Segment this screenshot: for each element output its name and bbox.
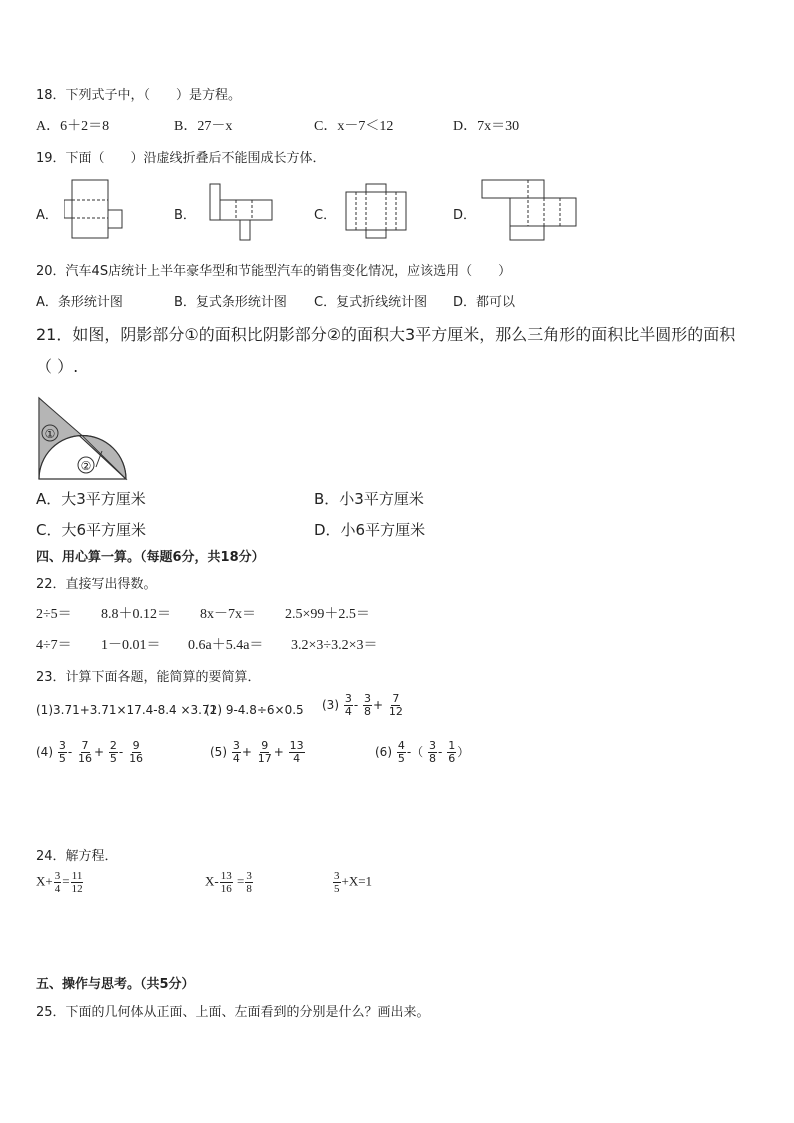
fraction: $\frac{3}{5}$ bbox=[58, 739, 66, 765]
q22-r1-c4: 2.5×99＋2.5＝ bbox=[285, 607, 370, 622]
q23-item-3: (3) $\frac{3}{4}$ - $\frac{3}{8}$ + $\frac{7}{12}$ bbox=[322, 692, 403, 718]
fraction: $\frac{13}{4}$ bbox=[289, 739, 304, 765]
q23-item-4: (4) $\frac{3}{5}$ - $\frac{7}{16}$ + $\frac{2}{5}$ - $\frac{9}{16}$ bbox=[36, 739, 144, 765]
q23-item-1: (1)3.71+3.71×17.4-8.4 ×3.71 bbox=[36, 703, 218, 717]
q21-stem-line2: （ ）. bbox=[36, 357, 79, 376]
fraction: $\frac{3}{5}$ bbox=[334, 870, 340, 895]
q23-item-6: (6) $\frac{4}{5}$ -（ $\frac{3}{8}$ - $\frac{1}{6}$ ） bbox=[375, 739, 470, 765]
q23-item-4-label: (4) bbox=[36, 745, 53, 759]
q23-stem: 23．计算下面各题，能简算的要简算． bbox=[36, 670, 261, 685]
fraction: $\frac{7}{16}$ bbox=[78, 739, 92, 765]
fraction: $\frac{11}{12}$ bbox=[71, 870, 83, 895]
q21-option-d: D．小6平方厘米 bbox=[314, 521, 426, 539]
fraction: $\frac{3}{4}$ bbox=[344, 692, 352, 718]
region-label-2: ② bbox=[80, 459, 92, 473]
section-4-title: 四、用心算一算。（每题6分，共18分） bbox=[36, 550, 265, 565]
fraction: $\frac{13}{16}$ bbox=[220, 870, 232, 895]
net-a-figure bbox=[64, 178, 124, 242]
q22-r2-c4: 3.2×3÷3.2×3＝ bbox=[291, 638, 378, 653]
region-label-1: ① bbox=[44, 427, 56, 441]
net-d-figure bbox=[480, 178, 580, 242]
q18-option-c: C．x－7＜12 bbox=[314, 119, 394, 134]
q20-option-c: C．复式折线统计图 bbox=[314, 295, 428, 310]
q22-r1-c3: 8x－7x＝ bbox=[200, 607, 256, 622]
fraction: $\frac{3}{8}$ bbox=[429, 739, 437, 765]
q22-r2-c1: 4÷7＝ bbox=[36, 638, 72, 653]
q24-equation-3: $\frac{3}{5}$ +X=1 bbox=[334, 870, 373, 895]
q22-r1-c1: 2÷5＝ bbox=[36, 607, 72, 622]
q19-label-b: B． bbox=[174, 208, 196, 223]
q24-equation-1: X+ $\frac{3}{4}$ = $\frac{11}{12}$ bbox=[36, 870, 83, 895]
q23-item-5: (5) $\frac{3}{4}$ + $\frac{9}{17}$ + $\frac{13}{4}$ bbox=[210, 739, 304, 765]
q20-option-d: D．都可以 bbox=[453, 295, 516, 310]
q21-option-b: B．小3平方厘米 bbox=[314, 490, 424, 508]
q18-option-b: B．27－x bbox=[174, 119, 233, 134]
q18-stem: 18．下列式子中，（ ）是方程。 bbox=[36, 88, 242, 103]
q22-r2-c2: 1－0.01＝ bbox=[101, 638, 161, 653]
q19-label-d: D． bbox=[453, 208, 477, 223]
q22-r1-c2: 8.8＋0.12＝ bbox=[101, 607, 171, 622]
fraction: $\frac{2}{5}$ bbox=[109, 739, 117, 765]
q23-item-2: (2) 9-4.8÷6×0.5 bbox=[205, 703, 304, 717]
q19-label-c: C． bbox=[314, 208, 337, 223]
q20-stem: 20．汽车4S店统计上半年豪华型和节能型汽车的销售变化情况，应该选用（ ） bbox=[36, 264, 512, 279]
q23-item-3-label: (3) bbox=[322, 698, 339, 712]
q18-option-a: A．6＋2＝8 bbox=[36, 119, 110, 134]
fraction: $\frac{9}{17}$ bbox=[257, 739, 272, 765]
q22-r2-c3: 0.6a＋5.4a＝ bbox=[188, 638, 264, 653]
q24-equation-2: X- $\frac{13}{16}$ = $\frac{3}{8}$ bbox=[205, 870, 252, 895]
fraction: $\frac{4}{5}$ bbox=[397, 739, 405, 765]
q22-stem: 22．直接写出得数。 bbox=[36, 577, 157, 592]
q20-option-a: A．条形统计图 bbox=[36, 295, 123, 310]
fraction: $\frac{1}{6}$ bbox=[448, 739, 456, 765]
q19-label-a: A． bbox=[36, 208, 58, 223]
q25-stem: 25．下面的几何体从正面、上面、左面看到的分别是什么？画出来。 bbox=[36, 1005, 430, 1020]
fraction: $\frac{3}{8}$ bbox=[246, 870, 252, 895]
q21-figure bbox=[36, 395, 130, 483]
net-c-figure bbox=[344, 182, 410, 242]
fraction: $\frac{3}{8}$ bbox=[364, 692, 371, 718]
fraction: $\frac{3}{4}$ bbox=[54, 870, 61, 895]
fraction: $\frac{9}{16}$ bbox=[129, 739, 144, 765]
q21-stem-line1: 21．如图，阴影部分①的面积比阴影部分②的面积大3平方厘米，那么三角形的面积比半圆形的面积 bbox=[36, 325, 736, 344]
q23-item-6-label: (6) bbox=[375, 745, 392, 759]
q21-option-c: C．大6平方厘米 bbox=[36, 521, 147, 539]
q19-stem: 19．下面（ ）沿虚线折叠后不能围成长方体． bbox=[36, 151, 326, 166]
q20-option-b: B．复式条形统计图 bbox=[174, 295, 287, 310]
section-5-title: 五、操作与思考。（共5分） bbox=[36, 977, 195, 992]
fraction: $\frac{3}{4}$ bbox=[232, 739, 240, 765]
q21-option-a: A．大3平方厘米 bbox=[36, 490, 146, 508]
fraction: $\frac{7}{12}$ bbox=[388, 692, 403, 718]
q24-stem: 24．解方程． bbox=[36, 849, 118, 864]
net-b-figure bbox=[206, 182, 276, 242]
q18-option-d: D．7x＝30 bbox=[453, 119, 520, 134]
q23-item-5-label: (5) bbox=[210, 745, 227, 759]
